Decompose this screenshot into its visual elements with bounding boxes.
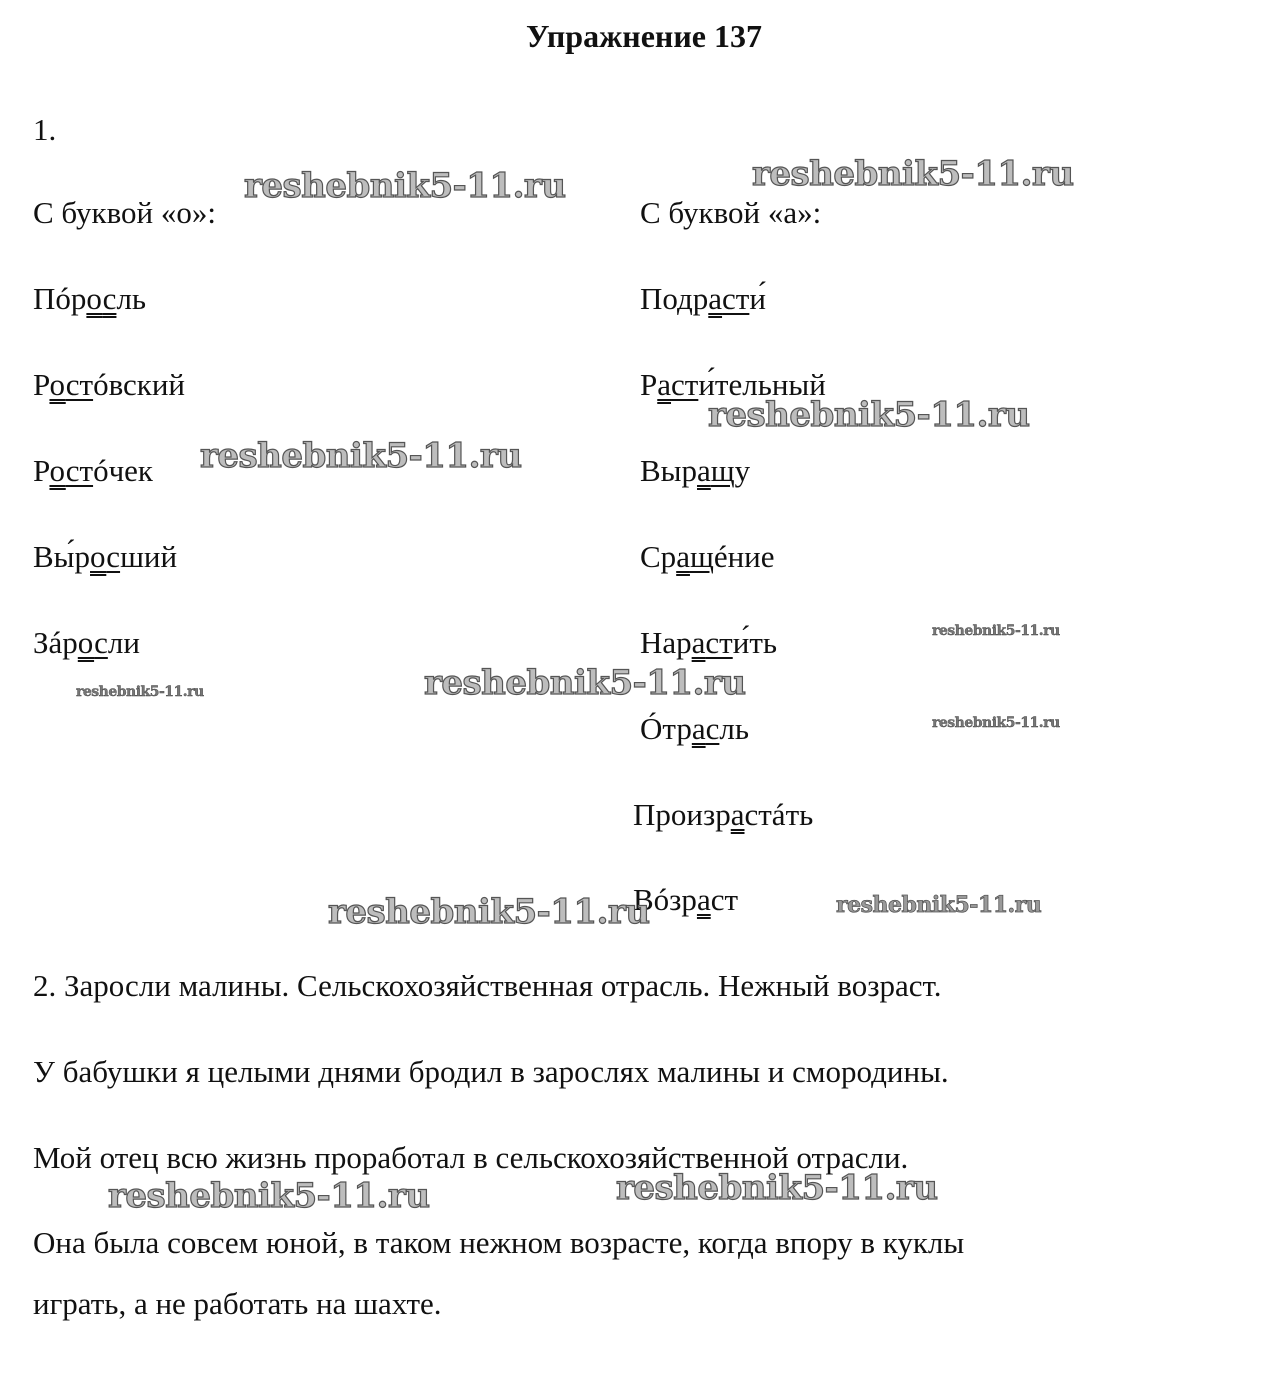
word-part: Пóр bbox=[33, 281, 87, 316]
word-part: Ср bbox=[640, 539, 677, 574]
left-word bbox=[33, 537, 177, 577]
word-part: Вы́р bbox=[33, 539, 91, 574]
word-part: ст bbox=[65, 453, 94, 488]
word-part: щ bbox=[710, 453, 735, 488]
watermark: reshebnik5-11.ru bbox=[244, 166, 566, 206]
word-part: Вóзр bbox=[633, 882, 697, 917]
word-part: а bbox=[691, 711, 706, 746]
word-part: Р bbox=[640, 367, 658, 402]
word-part: ли bbox=[107, 625, 140, 660]
word-part: о bbox=[77, 625, 95, 660]
left-word bbox=[33, 365, 185, 405]
word-part: щ bbox=[689, 539, 714, 574]
sentence-1: У бабушки я целыми днями бродил в зарослях малины и смородины. bbox=[33, 1054, 949, 1089]
right-word bbox=[633, 795, 813, 835]
word-part: Зáр bbox=[33, 625, 78, 660]
word-part: Подр bbox=[640, 281, 709, 316]
word-part: с bbox=[94, 625, 108, 660]
word-part: ль bbox=[719, 711, 749, 746]
sentence-4: играть, а не работать на шахте. bbox=[33, 1286, 442, 1321]
word-part: Выр bbox=[640, 453, 698, 488]
watermark: reshebnik5-11.ru bbox=[836, 892, 1042, 918]
word-part: с bbox=[705, 711, 720, 746]
word-part: а bbox=[730, 797, 745, 832]
word-part: éние bbox=[713, 539, 775, 574]
watermark: reshebnik5-11.ru bbox=[328, 892, 650, 932]
word-part: а bbox=[657, 367, 672, 402]
word-part: ль bbox=[116, 281, 147, 316]
word-part: ший bbox=[120, 539, 178, 574]
word-part: ст bbox=[65, 367, 94, 402]
watermark: reshebnik5-11.ru bbox=[932, 623, 1060, 639]
word-part: о bbox=[49, 367, 66, 402]
watermark: reshebnik5-11.ru bbox=[200, 436, 522, 476]
sentence-2: Мой отец всю жизнь проработал в сельскохозяйственной отрасли. bbox=[33, 1140, 909, 1175]
left-column-heading: С буквой «о»: bbox=[33, 195, 216, 230]
word-part: стáть bbox=[744, 797, 814, 832]
word-part: Нар bbox=[640, 625, 692, 660]
watermark: reshebnik5-11.ru bbox=[76, 684, 204, 700]
word-part: и́тельный bbox=[698, 367, 826, 402]
word-part: с bbox=[106, 539, 121, 574]
watermark: reshebnik5-11.ru bbox=[708, 395, 1030, 435]
word-part: о bbox=[90, 539, 107, 574]
word-part: Произр bbox=[633, 797, 731, 832]
word-part: и́ bbox=[749, 281, 766, 316]
page-title: Упражнение 137 bbox=[525, 18, 762, 54]
word-part: ст bbox=[671, 367, 699, 402]
word-part: а bbox=[676, 539, 690, 574]
right-word bbox=[640, 451, 750, 491]
word-part: óчек bbox=[93, 453, 153, 488]
part1-number: 1. bbox=[33, 112, 57, 147]
word-part: с bbox=[102, 281, 117, 316]
word-part: Р bbox=[33, 367, 50, 402]
right-word bbox=[640, 537, 775, 577]
word-part: ст bbox=[722, 281, 750, 316]
word-part: а bbox=[691, 625, 706, 660]
watermark: reshebnik5-11.ru bbox=[108, 1176, 430, 1216]
right-word bbox=[640, 709, 749, 749]
word-part: а bbox=[697, 453, 711, 488]
word-part: а bbox=[696, 882, 711, 917]
word-part: у bbox=[734, 453, 751, 488]
right-word bbox=[640, 279, 766, 319]
word-part: Р bbox=[33, 453, 50, 488]
watermark: reshebnik5-11.ru bbox=[932, 715, 1060, 731]
word-part: ст bbox=[705, 625, 733, 660]
part2-phrases: 2. Заросли малины. Сельскохозяйственная отрасль. Нежный возраст. bbox=[33, 968, 942, 1003]
word-part: Óтр bbox=[640, 711, 692, 746]
sentence-3: Она была совсем юной, в таком нежном возрасте, когда впору в куклы bbox=[33, 1225, 965, 1260]
watermark: reshebnik5-11.ru bbox=[752, 154, 1074, 194]
word-part: а bbox=[708, 281, 723, 316]
word-part: о bbox=[86, 281, 103, 316]
left-word bbox=[33, 623, 140, 663]
word-part: óвский bbox=[93, 367, 186, 402]
word-part: ст bbox=[710, 882, 739, 917]
right-word bbox=[640, 623, 777, 663]
left-word bbox=[33, 451, 153, 491]
watermark: reshebnik5-11.ru bbox=[424, 663, 746, 703]
word-part: и́ть bbox=[732, 625, 778, 660]
watermark: reshebnik5-11.ru bbox=[616, 1168, 938, 1208]
left-word bbox=[33, 279, 146, 319]
word-part: о bbox=[49, 453, 66, 488]
right-column-heading: С буквой «а»: bbox=[640, 195, 822, 230]
